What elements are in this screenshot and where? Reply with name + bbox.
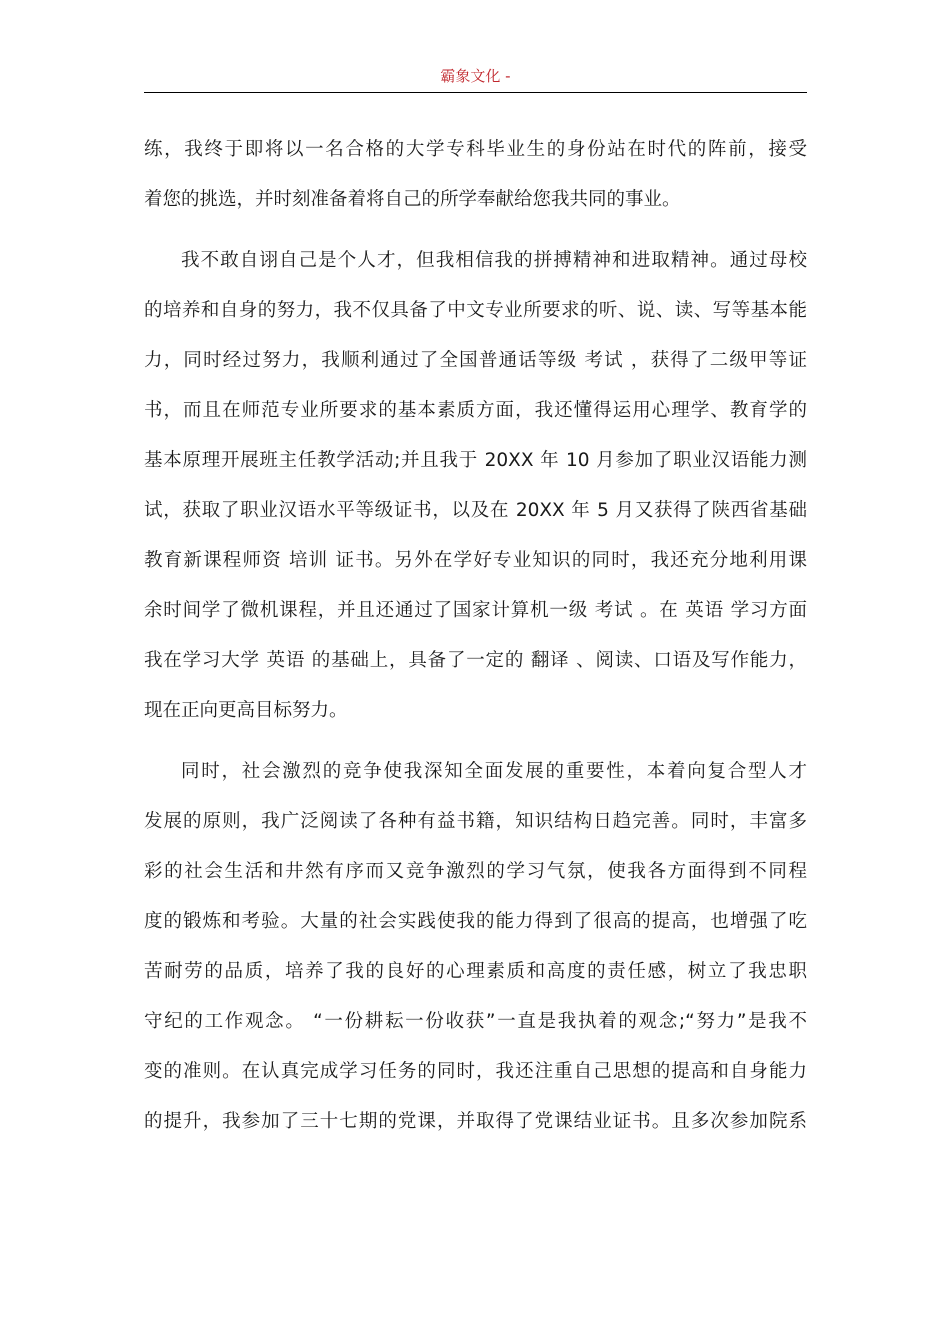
text-line: 苦耐劳的品质，培养了我的良好的心理素质和高度的责任感，树立了我忠职	[144, 961, 807, 982]
text-line: 着您的挑选，并时刻准备着将自己的所学奉献给您我共同的事业。	[144, 189, 681, 210]
text-line: 现在正向更高目标努力。	[144, 700, 348, 721]
text-line: 我不敢自诩自己是个人才，但我相信我的拼搏精神和进取精神。通过母校	[181, 250, 807, 271]
page-header	[144, 62, 807, 93]
text-line: 练，我终于即将以一名合格的大学专科毕业生的身份站在时代的阵前，接受	[144, 139, 807, 160]
paragraph-1	[144, 125, 807, 225]
text-line: 守纪的工作观念。 “一份耕耘一份收获”一直是我执着的观念;“努力”是我不	[144, 1011, 807, 1032]
text-line: 的培养和自身的努力，我不仅具备了中文专业所要求的听、说、读、写等基本能	[144, 300, 807, 321]
text-line: 余时间学了微机课程，并且还通过了国家计算机一级 考试 。在 英语 学习方面	[144, 600, 807, 621]
text-line: 力，同时经过努力，我顺利通过了全国普通话等级 考试 ，获得了二级甲等证	[144, 350, 807, 371]
text-line: 书，而且在师范专业所要求的基本素质方面，我还懂得运用心理学、教育学的	[144, 400, 807, 421]
paragraph-3	[144, 747, 807, 1147]
text-line: 基本原理开展班主任教学活动;并且我于 20XX 年 10 月参加了职业汉语能力测	[144, 450, 807, 471]
text-line: 的提升，我参加了三十七期的党课，并取得了党课结业证书。且多次参加院系	[144, 1111, 807, 1132]
header-title: 霸象文化 -	[440, 67, 511, 85]
text-line: 教育新课程师资 培训 证书。另外在学好专业知识的同时，我还充分地利用课	[144, 550, 807, 571]
text-line: 发展的原则，我广泛阅读了各种有益书籍，知识结构日趋完善。同时，丰富多	[144, 811, 807, 832]
text-line: 同时，社会激烈的竞争使我深知全面发展的重要性，本着向复合型人才	[181, 761, 807, 782]
text-line: 试，获取了职业汉语水平等级证书，以及在 20XX 年 5 月又获得了陕西省基础	[144, 500, 807, 521]
document-body	[144, 125, 807, 1147]
text-line: 变的准则。在认真完成学习任务的同时，我还注重自己思想的提高和自身能力	[144, 1061, 807, 1082]
paragraph-2	[144, 236, 807, 736]
text-line: 彩的社会生活和井然有序而又竞争激烈的学习气氛，使我各方面得到不同程	[144, 861, 807, 882]
text-line: 我在学习大学 英语 的基础上，具备了一定的 翻译 、阅读、口语及写作能力，	[144, 650, 807, 671]
text-line: 度的锻炼和考验。大量的社会实践使我的能力得到了很高的提高，也增强了吃	[144, 911, 807, 932]
